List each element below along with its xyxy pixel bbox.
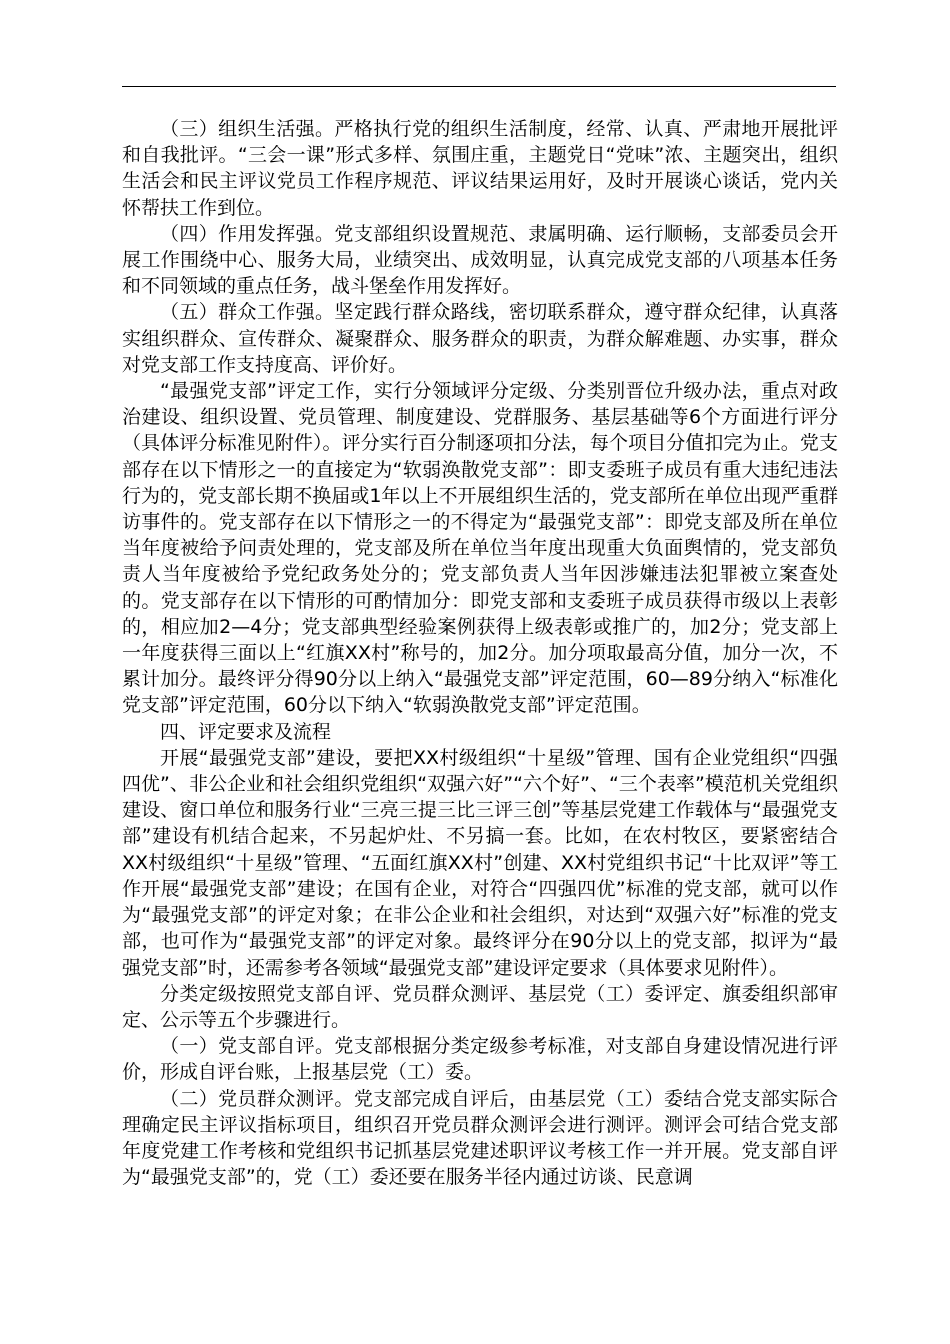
- paragraph-organization-life: （三）组织生活强。严格执行党的组织生活制度，经常、认真、严肃地开展批评和自我批评。“三会一课”形式多样、氛围庄重，主题党日“党味”浓、主题突出，组织生活会和民主评议党员工作程序规范、评议结果运用好，及时开展谈心谈话，党内关怀帮扶工作到位。: [122, 118, 838, 219]
- document-body: [122, 116, 838, 1190]
- paragraph-mass-work: （五）群众工作强。坚定践行群众路线，密切联系群众，遵守群众纪律，认真落实组织群众、宣传群众、凝聚群众、服务群众的职责，为群众解难题、办实事，群众对党支部工作支持度高、评价好。: [122, 301, 838, 376]
- paragraph-mass-evaluation: （二）党员群众测评。党支部完成自评后，由基层党（工）委结合党支部实际合理确定民主评议指标项目，组织召开党员群众测评会进行测评。测评会可结合党支部年度党建工作考核和党组织书记抓基层党建述职评议考核工作一并开展。党支部自评为“最强党支部”的，党（工）委还要在服务半径内通过访谈、民意调: [122, 1087, 838, 1189]
- paragraph-steps: 分类定级按照党支部自评、党员群众测评、基层党（工）委评定、旗委组织部审定、公示等五个步骤进行。: [122, 982, 838, 1031]
- paragraph-self-evaluation: （一）党支部自评。党支部根据分类定级参考标准，对支部自身建设情况进行评价，形成自评台账，上报基层党（工）委。: [122, 1035, 838, 1084]
- section-heading: 四、评定要求及流程: [160, 720, 332, 743]
- header-rule: [122, 86, 836, 87]
- paragraph-scoring-rules: “最强党支部”评定工作，实行分领域评分定级、分类别晋位升级办法，重点对政治建设、组织设置、党员管理、制度建设、党群服务、基层基础等6个方面进行评分（具体评分标准见附件）。评分实行百分制逐项扣分法，每个项目分值扣完为止。党支部存在以下情形之一的直接定为“软弱涣散党支部”：即支委班子成员有重大违纪违法行为的，党支部长期不换届或1年以上不开展组织生活的，党支部所在单位出现严重群访事件的。党支部存在以下情形之一的不得定为“最强党支部”：即党支部及所在单位当年度被给予问责处理的，党支部及所在单位当年度出现重大负面舆情的，党支部负责人当年度被给予党纪政务处分的；党支部负责人当年因涉嫌违法犯罪被立案查处的。党支部存在以下情形的可酌情加分：即党支部和支委班子成员获得市级以上表彰的，相应加2—4分；党支部典型经验案例获得上级表彰或推广的，加2分；党支部上一年度获得三面以上“红旗XX村”称号的，加2分。加分项取最高分值，加分一次，不累计加分。最终评分得90分以上纳入“最强党支部”评定范围，60—89分纳入“标准化党支部”评定范围，60分以下纳入“软弱涣散党支部”评定范围。: [122, 380, 838, 717]
- paragraph-role-play: （四）作用发挥强。党支部组织设置规范、隶属明确、运行顺畅，支部委员会开展工作围绕中心、服务大局，业绩突出、成效明显，认真完成党支部的八项基本任务和不同领域的重点任务，战斗堡垒作用发挥好。: [122, 222, 838, 298]
- paragraph-integration: 开展“最强党支部”建设，要把XX村级组织“十星级”管理、国有企业党组织“四强四优”、非公企业和社会组织党组织“双强六好”“六个好”、“三个表率”模范机关党组织建设、窗口单位和服务行业“三亮三提三比三评三创”等基层党建工作载体与“最强党支部”建设有机结合起来，不另起炉灶、不另搞一套。比如，在农村牧区，要紧密结合XX村级组织“十星级”管理、“五面红旗XX村”创建、XX村党组织书记“十比双评”等工作开展“最强党支部”建设；在国有企业，对符合“四强四优”标准的党支部，就可以作为“最强党支部”的评定对象；在非公企业和社会组织，对达到“双强六好”标准的党支部，也可作为“最强党支部”的评定对象。最终评分在90分以上的党支部，拟评为“最强党支部”时，还需参考各领域“最强党支部”建设评定要求（具体要求见附件）。: [122, 746, 838, 979]
